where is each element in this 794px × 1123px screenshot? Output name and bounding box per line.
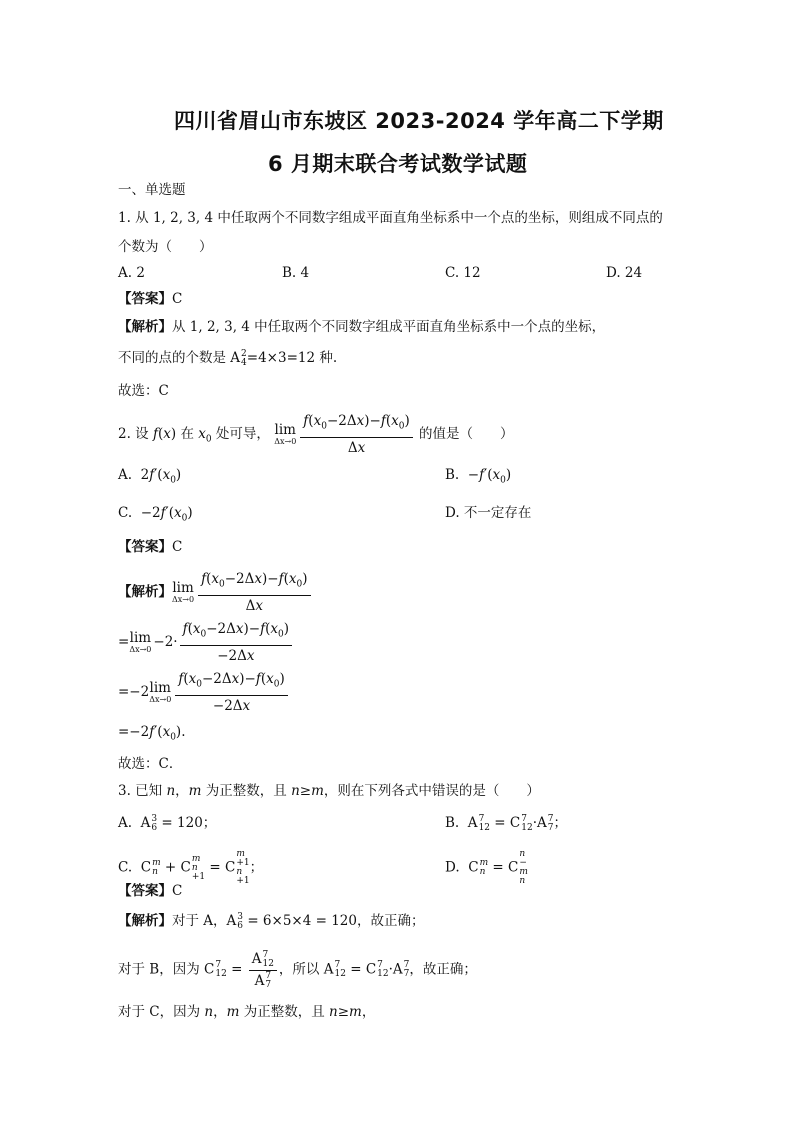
q2-fraction: $\frac{f(x_0-2\Delta x)-f(x_0)}{\Delta x}$ [300, 412, 412, 457]
q2-analysis-step-1: 【解析】 lim Δx→0 $\frac{f(x_0-2\Delta x)-f(x_0)}{\Delta x}$ [118, 570, 313, 615]
q1-option-a: A. 2 [118, 265, 145, 281]
title-line-1: 四川省眉山市东坡区 2023-2024 学年高二下学期 [174, 109, 664, 133]
limit-symbol: lim Δx→0 [274, 421, 297, 446]
q1-stem-line-2: 个数为（ ） [118, 239, 213, 255]
q2-option-d: D. 不一定存在 [445, 505, 532, 521]
answer-tag: 【答案】 [118, 291, 172, 307]
q2-analysis-step-3: =−2 lim Δx→0 $\frac{f(x_0-2\Delta x)-f(x_0)}{-2\Delta x}$ [118, 670, 290, 715]
q1-stem-line-1: 1. 从 1, 2, 3, 4 中任取两个不同数字组成平面直角坐标系中一个点的坐标，则组成不同点的 [118, 210, 663, 226]
q2-conclusion: 故选：C． [118, 756, 183, 772]
q1-option-d: D. 24 [606, 265, 643, 281]
q1-analysis-line-2: 不同的点的个数是 A 2 4 =4×3=12 种. [118, 348, 338, 368]
q1-analysis-line-1 [118, 318, 605, 336]
q2-answer: 【答案】C [118, 539, 183, 555]
q2-analysis-step-2: = lim Δx→0 −2· $\frac{f(x_0-2\Delta x)-f(x_0)}{-2\Delta x}$ [118, 620, 294, 665]
q3-option-b: B. A 7 12 = C 7 12 ·A 7 7 ； [445, 813, 567, 833]
q3-option-d: D. C m n = C n − m n [445, 849, 528, 886]
q2-option-b: B. $-f'(x_0)$ [445, 467, 512, 486]
q1-analysis-text: 从 1, 2, 3, 4 中任取两个不同数字组成平面直角坐标系中一个点的坐标， [172, 319, 606, 335]
q3-analysis-a: 【解析】对于 A，A 3 6 = 6×5×4 = 120，故正确； [118, 911, 425, 931]
q3-answer: 【答案】C [118, 883, 183, 899]
perm-a-4-2: A 2 4 [230, 348, 247, 368]
q2-analysis-step-4: $=-2f'(x_0)$. [118, 724, 186, 743]
q3-analysis-c: 对于 C，因为 n，m 为正整数，且 n≥m， [118, 1004, 376, 1020]
q1-option-b: B. 4 [282, 265, 310, 281]
q2-option-a: A. $2f'(x_0)$ [118, 467, 182, 486]
title-line-2: 6 月期末联合考试数学试题 [268, 152, 528, 176]
analysis-tag: 【解析】 [118, 319, 172, 335]
q3-analysis-b: 对于 B，因为 C 7 12 = A 7 12 A 7 7 ，所以 A 7 12 = C 7 12 ·A 7 7 ，故正确； [118, 949, 477, 990]
q1-conclusion: 故选：C [118, 383, 169, 399]
q3-option-a: A. A 3 6 = 120； [118, 813, 217, 833]
q3-option-c: C. C m n + C m n +1 = C m +1 n +1 ； [118, 849, 264, 886]
q1-option-c: C. 12 [445, 265, 481, 281]
q2-option-c: C. $-2f'(x_0)$ [118, 505, 193, 524]
q2-stem: 2. 设 f(x) 在 $x_0$ 处可导， lim Δx→0 $\frac{f(x_0-2\Delta x)-f(x_0)}{\Delta x}$ 的值是（ ） [118, 413, 514, 456]
section-heading: 一、单选题 [118, 182, 186, 198]
q3-stem: 3. 已知 n，m 为正整数，且 n≥m，则在下列各式中错误的是（ ） [118, 783, 540, 799]
q1-answer [118, 290, 182, 308]
q1-answer-value: C [172, 291, 183, 307]
